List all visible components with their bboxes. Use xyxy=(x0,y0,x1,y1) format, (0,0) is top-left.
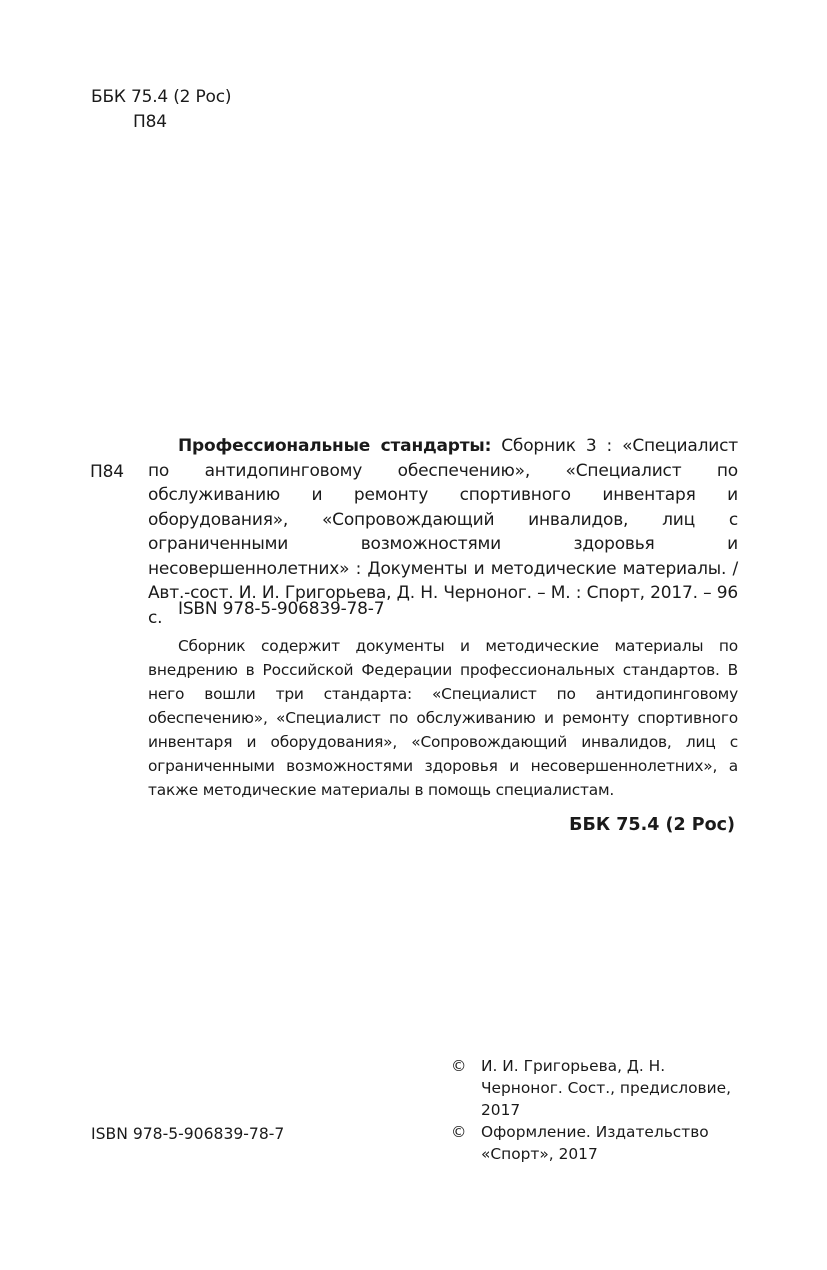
annotation-text: Сборник содержит документы и методические материалы по внедрению в Российской Федерации профессиональных стандартов. В него вошли три стандарта: «Специалист по антидопинговому обеспечению», «Специалист по обслуживанию и ремонту спортивного инвентаря и оборудования», «Сопровождающий инвалидов, лиц с ограниченными возможностями здоровья и несовершеннолетних», а также методические материалы в помощь специалистам. xyxy=(148,637,738,799)
bbk-header xyxy=(91,85,231,134)
copyright-row xyxy=(451,1055,751,1121)
copyright-row xyxy=(451,1121,751,1165)
entry-body: Сборник 3 : «Специалист по антидопинговому обеспечению», «Специалист по обслуживанию и ремонту спортивного инвентаря и оборудования», «Сопровождающий инвалидов, лиц с ограниченными возможностями здоровья и несовершеннолетних» : Документы и методические материалы. / Авт.-сост. И. И. Григорьева, Д. Н. Черноног. – М. : Спорт, 2017. – 96 с. xyxy=(148,436,738,628)
copyright-text: Оформление. Издательство «Спорт», 2017 xyxy=(481,1123,709,1163)
annotation xyxy=(148,634,738,802)
copyright-block xyxy=(451,1055,751,1165)
isbn-main: ISBN 978-5-906839-78-7 xyxy=(178,599,385,619)
author-sign-top: П84 xyxy=(133,111,167,132)
copyright-icon: © xyxy=(451,1123,467,1141)
bbk-code: ББК 75.4 (2 Рос) xyxy=(91,87,232,107)
author-sign-margin: П84 xyxy=(90,462,124,482)
isbn-bottom: ISBN 978-5-906839-78-7 xyxy=(91,1125,285,1143)
bbk-bottom: ББК 75.4 (2 Рос) xyxy=(569,815,735,835)
copyright-text: И. И. Григорьева, Д. Н. Черноног. Сост., предисловие, 2017 xyxy=(481,1057,731,1119)
entry-title: Профессиональные стандарты: xyxy=(178,436,492,456)
copyright-icon: © xyxy=(451,1057,467,1075)
